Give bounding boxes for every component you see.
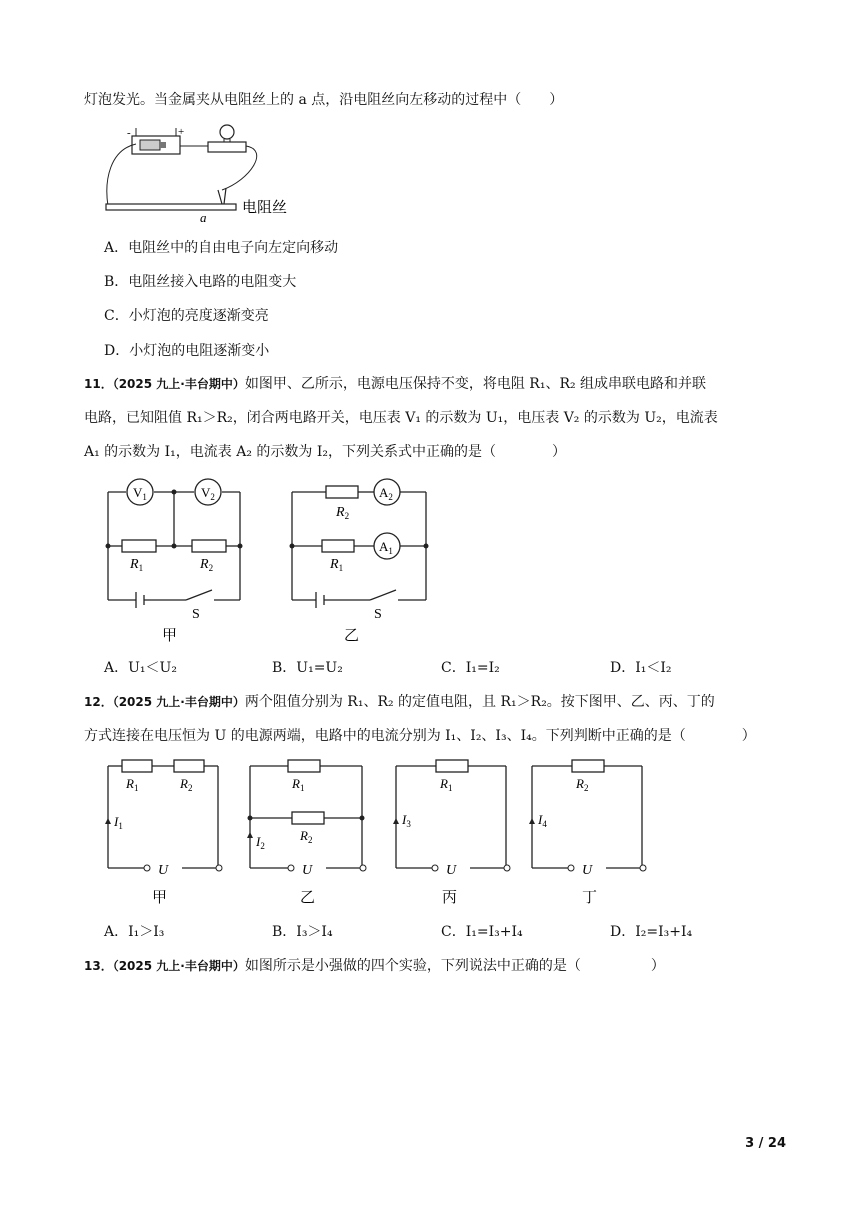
resistance-wire-label: 电阻丝 [242,200,288,216]
q12-number: 12． [84,695,113,709]
a2-label: $A_2$ [379,485,393,502]
q12-stem-line1 [84,692,715,712]
q12-circuit-jia [104,760,224,910]
r2-label: $R_2$ [336,505,350,521]
v2-label: $V_2$ [201,485,215,502]
q12-option-c[interactable]: C．I₁=I₃+I₄ [441,924,523,940]
q11-source: （2025 九上·丰台期中） [112,377,245,391]
q12-circuit-ding [528,760,648,910]
r1-label: $R_1$ [130,557,144,573]
r2-label: $R_2$ [200,557,214,573]
q10-stem: 灯泡发光。当金属夹从电阻丝上的 a 点，沿电阻丝向左移动的过程中（ ） [84,92,564,108]
voltage-label: U [158,863,169,878]
r1-label: $R_1$ [440,776,453,793]
point-a-label: a [200,210,207,225]
q11-option-b[interactable]: B．U₁=U₂ [272,660,343,676]
q11-circuit-jia [100,476,250,646]
voltage-label: U [446,863,457,878]
q12-source: （2025 九上·丰台期中） [112,695,245,709]
q10-option-c[interactable]: C．小灯泡的亮度逐渐变亮 [104,308,269,324]
battery-minus-label: - [127,127,131,139]
q12-option-a[interactable]: A．I₁＞I₃ [104,924,165,940]
current-label: $I_2$ [256,834,265,851]
q11-stem-line2: 电路，已知阻值 R₁＞R₂，闭合两电路开关，电压表 V₁ 的示数为 U₁，电压表 V₂ 的示数为 U₂，电流表 [84,410,718,426]
q11-circuit-yi [286,476,436,646]
q13-source: （2025 九上·丰台期中） [112,959,245,973]
caption-jia: 甲 [162,628,178,644]
r1-label: $R_1$ [126,776,139,793]
caption-yi: 乙 [300,890,316,906]
q12-stem-line2: 方式连接在电压恒为 U 的电源两端，电路中的电流分别为 I₁、I₂、I₃、I₄。下列判断中正确的是（ ） [84,728,756,744]
voltage-label: U [582,863,593,878]
caption-jia: 甲 [152,890,168,906]
q11-option-d[interactable]: D．I₁＜I₂ [610,660,672,676]
q10-option-d[interactable]: D．小灯泡的电阻逐渐变小 [104,343,270,359]
q13-text-1: 如图所示是小强做的四个实验，下列说法中正确的是（ ） [244,958,665,974]
r1-label: $R_1$ [330,557,344,573]
q12-circuit-yi [244,760,374,910]
r2-label: $R_2$ [576,776,589,793]
q12-circuit-bing [392,760,512,910]
v1-label: $V_1$ [133,485,147,502]
caption-yi: 乙 [344,628,360,644]
caption-ding: 丁 [582,890,598,906]
q11-option-c[interactable]: C．I₁=I₂ [441,660,500,676]
voltage-label: U [302,863,313,878]
page-number: 3 / 24 [745,1136,786,1151]
q13-number: 13． [84,959,113,973]
metal-clip-icon [218,188,226,204]
q12-option-d[interactable]: D．I₂=I₃+I₄ [610,924,693,940]
q10-option-a[interactable]: A．电阻丝中的自由电子向左定向移动 [104,240,339,256]
r1-label: $R_1$ [292,776,305,793]
q10-option-b[interactable]: B．电阻丝接入电路的电阻变大 [104,274,297,290]
r2-label: $R_2$ [180,776,193,793]
current-label: $I_4$ [538,812,547,829]
current-label: $I_3$ [402,812,411,829]
switch-label: S [374,607,382,622]
current-label: $I_1$ [114,814,123,831]
switch-label: S [192,607,200,622]
q13-stem-line1 [84,956,665,976]
caption-bing: 丙 [442,890,458,906]
q11-option-a[interactable]: A．U₁＜U₂ [104,660,177,676]
bulb-icon [220,125,234,139]
q10-circuit-figure [100,120,320,230]
q11-number: 11． [84,377,113,391]
q12-text-1: 两个阻值分别为 R₁、R₂ 的定值电阻，且 R₁＞R₂。按下图甲、乙、丙、丁的 [244,694,715,710]
q11-text-1: 如图甲、乙所示，电源电压保持不变，将电阻 R₁、R₂ 组成串联电路和并联 [244,376,707,392]
q11-stem-line3: A₁ 的示数为 I₁，电流表 A₂ 的示数为 I₂，下列关系式中正确的是（ ） [84,444,566,460]
q12-option-b[interactable]: B．I₃＞I₄ [272,924,333,940]
battery-plus-label: + [178,126,185,138]
r2-label: $R_2$ [300,828,313,845]
a1-label: $A_1$ [379,539,393,556]
q11-stem-line1 [84,374,706,394]
